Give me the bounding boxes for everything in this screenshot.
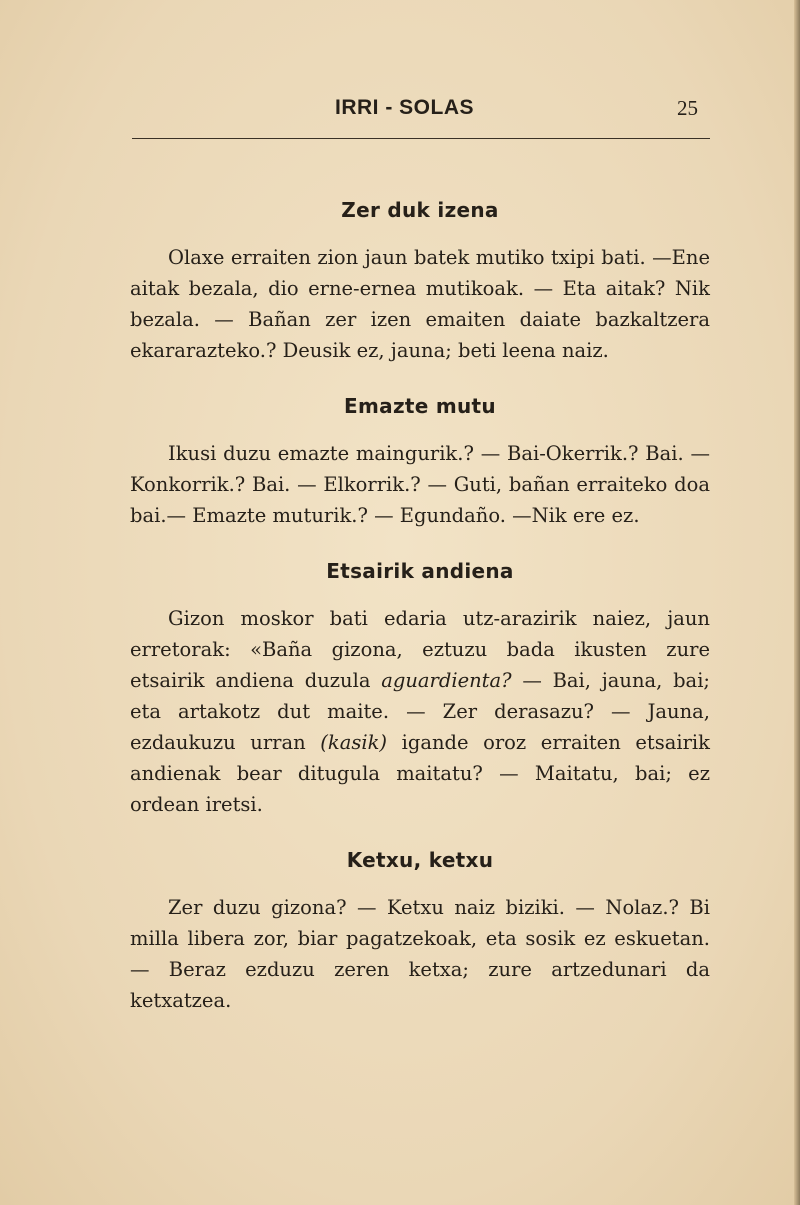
paragraph-text: igande oroz erraiten etsairik andienak bear ditugula maitatu? — Maitatu, bai; ez ordean iretsi. xyxy=(130,731,710,816)
section-paragraph: Ikusi duzu emazte maingurik.? — Bai-Okerrik.? Bai. — Konkorrik.? Bai. — Elkorrik.? — Guti, bañan erraiteko doa bai.— Emazte muturik.? — Egundaño. —Nik ere ez. xyxy=(130,442,710,527)
section-paragraph: Zer duzu gizona? — Ketxu naiz biziki. — Nolaz.? Bi milla libera zor, biar pagatzekoak, eta sosik ez eskuetan. — Beraz ezduzu zeren ketxa; zure artzedunari da ketxatzea. xyxy=(130,896,710,1012)
section-paragraph: Olaxe erraiten zion jaun batek mutiko txipi bati. —Ene aitak bezala, dio erne-ernea mutikoak. — Eta aitak? Nik bezala. — Bañan zer izen emaiten daiate bazkaltzera ekararazteko.? Deusik ez, jauna; beti leena naiz. xyxy=(130,246,710,362)
page-number: 25 xyxy=(677,96,698,120)
page-header xyxy=(130,96,710,126)
section-etsairik-andiena xyxy=(130,559,710,820)
page-content xyxy=(130,198,710,1044)
section-paragraph xyxy=(130,603,710,820)
paragraph-text: Gizon moskor bati edaria utz-arazirik naiez, jaun erretorak: «Baña gizona, eztuzu bada ikusten zure etsairik andiena duzula xyxy=(130,607,710,692)
page-edge xyxy=(794,0,800,1205)
paragraph-text: — Bai, jauna, bai; eta artakotz dut maite. — Zer derasazu? — Jauna, ezdaukuzu urran xyxy=(130,669,710,754)
running-title: IRRI - SOLAS xyxy=(335,96,475,119)
section-title: Emazte mutu xyxy=(344,394,496,418)
section-ketxu-ketxu xyxy=(130,848,710,1016)
section-title: Ketxu, ketxu xyxy=(346,848,494,872)
header-rule xyxy=(132,138,710,139)
italic-term: (kasik) xyxy=(320,731,387,754)
section-emazte-mutu xyxy=(130,394,710,531)
section-title: Zer duk izena xyxy=(341,198,499,222)
section-title: Etsairik andiena xyxy=(326,559,514,583)
italic-term: aguardienta? xyxy=(381,669,512,692)
section-zer-duk-izena xyxy=(130,198,710,366)
